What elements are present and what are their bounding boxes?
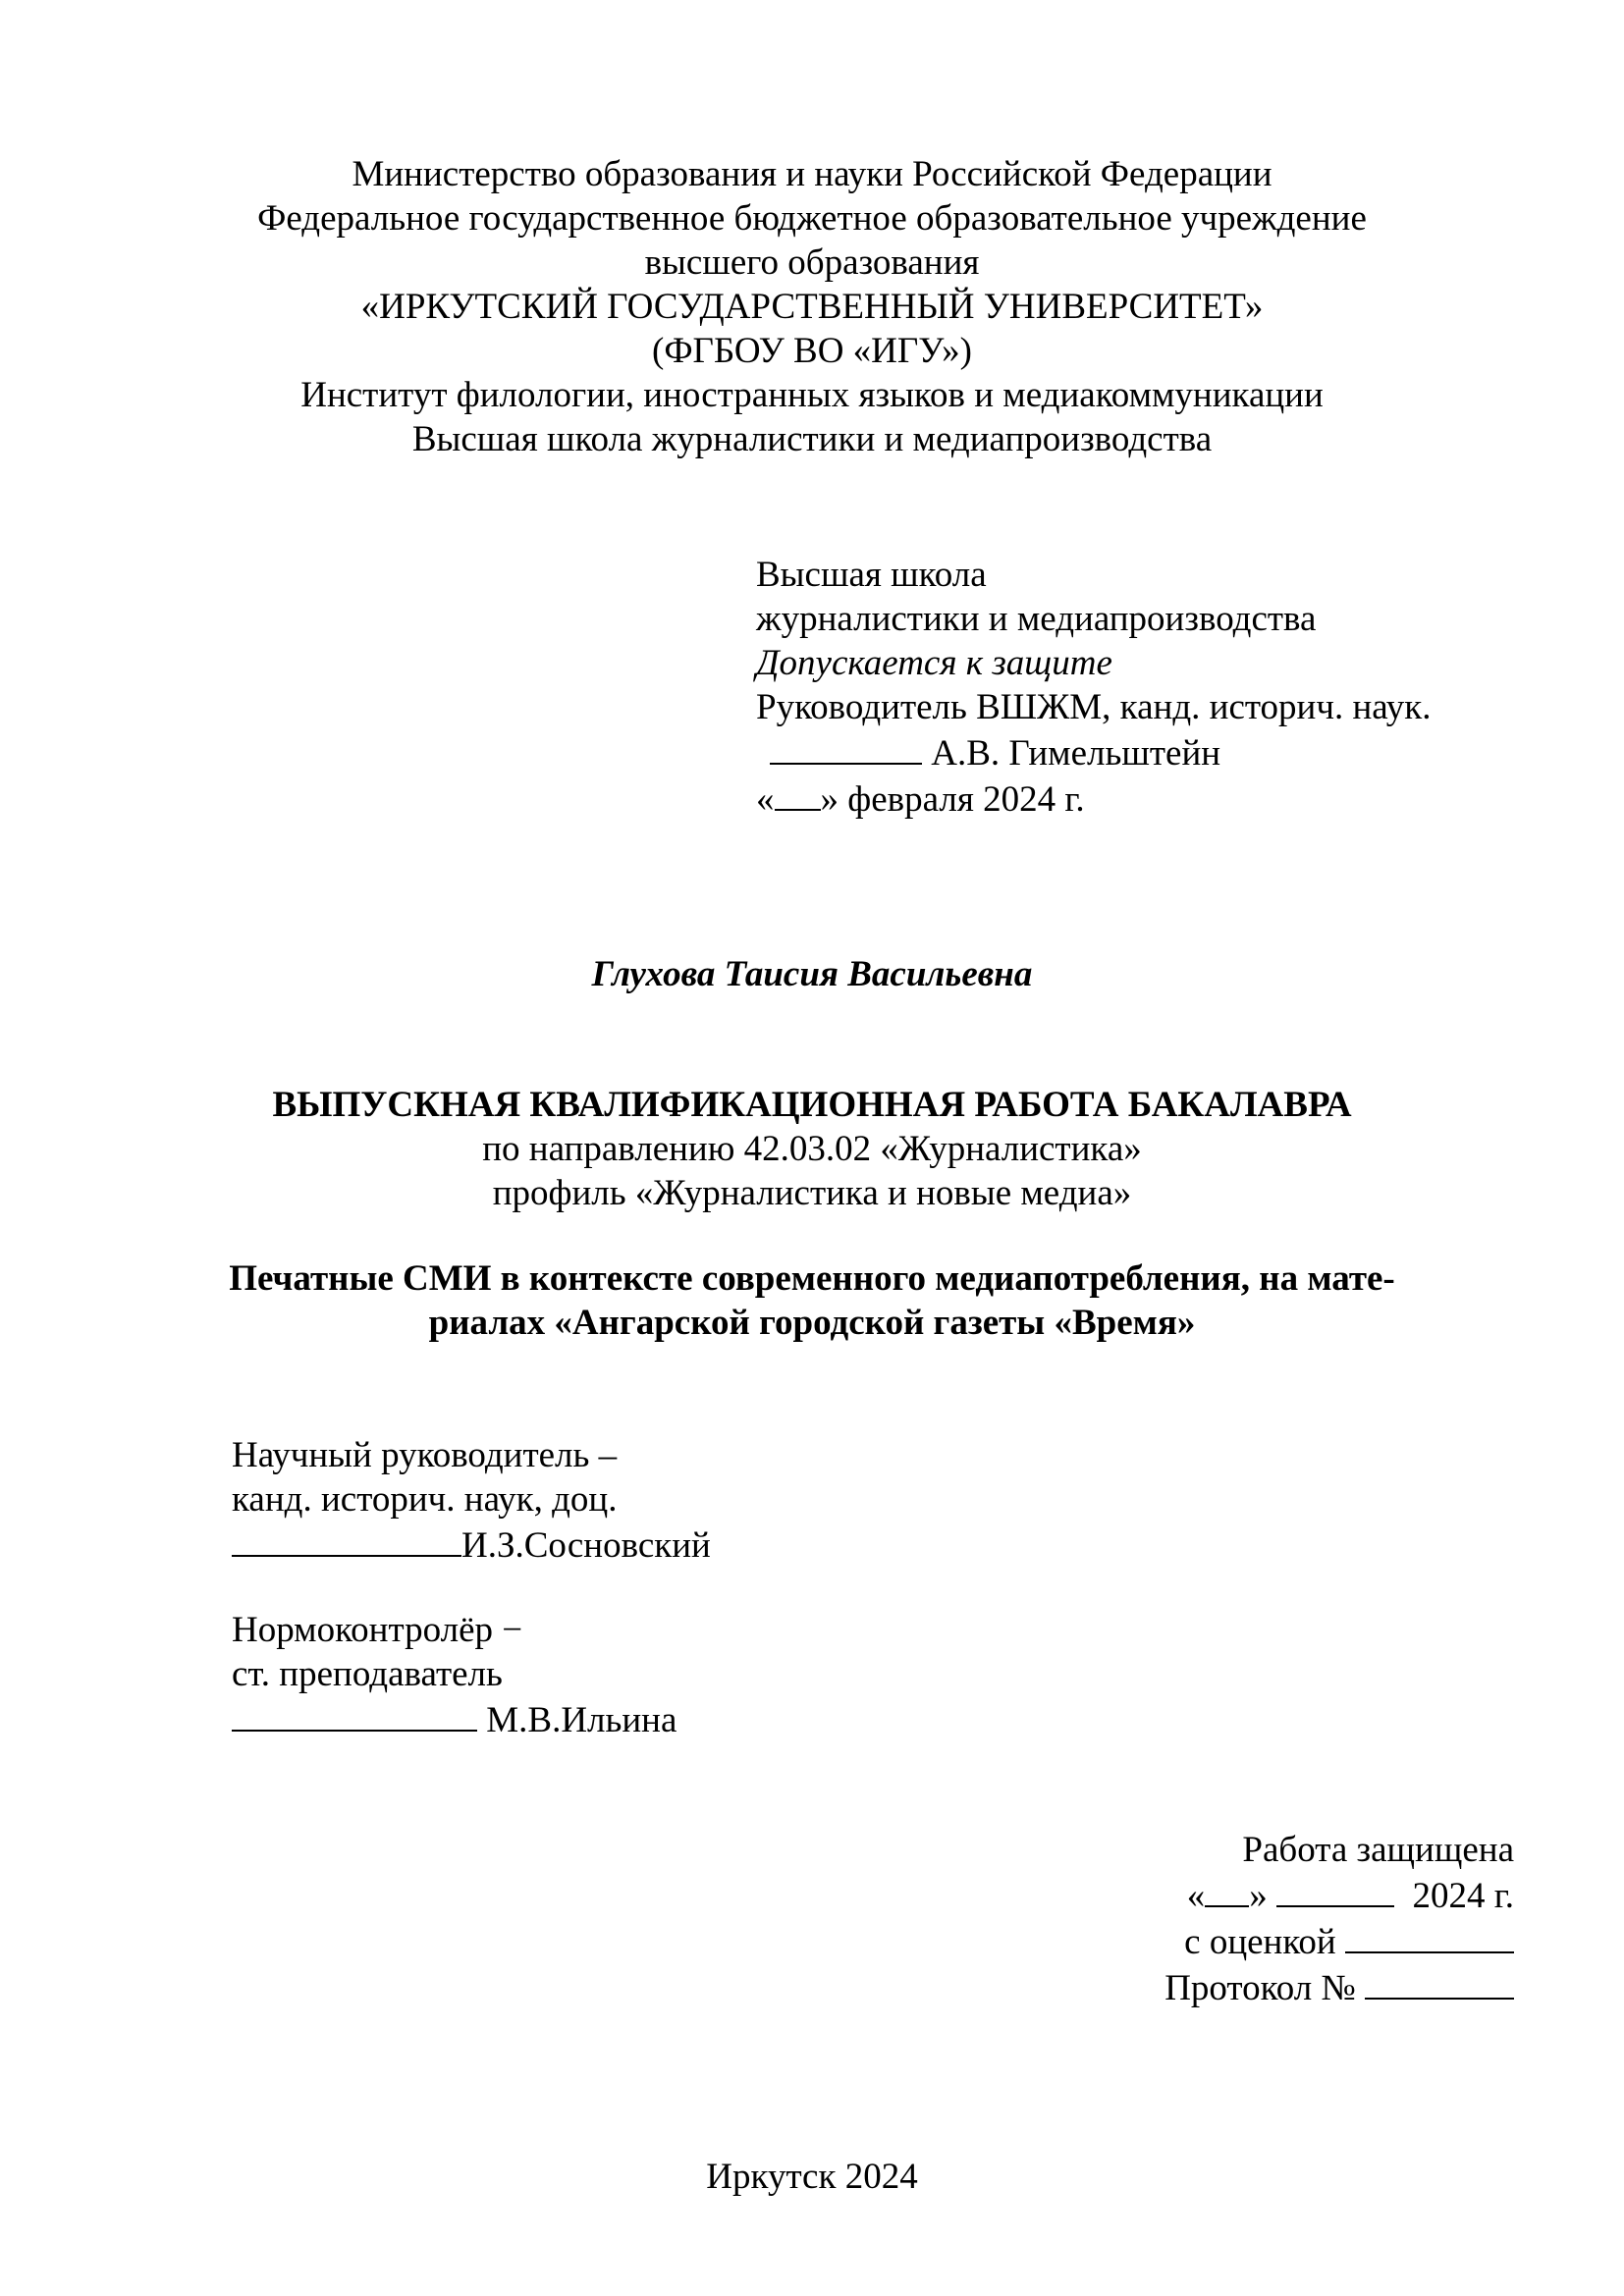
topic-line2: риалах «Ангарской городской газеты «Время» xyxy=(428,1303,1196,1343)
university-name-line: «ИРКУТСКИЙ ГОСУДАРСТВЕННЫЙ УНИВЕРСИТЕТ» xyxy=(360,287,1264,327)
institute-line: Институт филологии, иностранных языков и медиакоммуникации xyxy=(300,375,1324,415)
footer xyxy=(0,2155,1624,2199)
topic-line1: Печатные СМИ в контексте современного медиапотребления, на мате- xyxy=(229,1258,1395,1299)
date-close-quote: » xyxy=(1249,1876,1268,1916)
supervisor-name: И.З.Сосновский xyxy=(461,1525,711,1566)
supervisor-signature-line xyxy=(232,1522,711,1568)
day-blank xyxy=(775,775,821,811)
grade-blank xyxy=(1345,1918,1514,1953)
head-position-text: Руководитель ВШЖМ, канд. историч. наук. xyxy=(756,687,1432,727)
author-name: Глухова Таисия Васильевна xyxy=(591,954,1033,994)
protocol-label: Протокол № xyxy=(1164,1968,1356,2008)
work-profile: профиль «Журналистика и новые медиа» xyxy=(492,1173,1132,1213)
date-open-quote: « xyxy=(1186,1876,1206,1916)
ministry-line: Министерство образования и науки Российской Федерации xyxy=(352,154,1272,194)
signature-blank xyxy=(232,1696,477,1732)
defense-status: Работа защищена xyxy=(1242,1830,1514,1870)
education-level-line: высшего образования xyxy=(644,242,980,283)
date-month-year: » февраля 2024 г. xyxy=(820,779,1085,820)
normcontrol-signature-line xyxy=(232,1696,677,1742)
grade-line xyxy=(1080,1918,1514,1964)
institution-type-line: Федеральное государственное бюджетное образовательное учреждение xyxy=(257,198,1367,239)
defense-year: 2024 г. xyxy=(1412,1876,1514,1916)
date-open-quote: « xyxy=(756,779,775,820)
head-signature-line xyxy=(756,729,1432,775)
defense-date-line xyxy=(1080,1872,1514,1918)
approval-block xyxy=(756,553,1432,822)
thesis-topic xyxy=(0,1256,1624,1345)
defense-block xyxy=(1080,1828,1514,2010)
approval-date-line xyxy=(756,775,1432,822)
head-name: А.В. Гимельштейн xyxy=(931,733,1221,774)
work-direction: по направлению 42.03.02 «Журналистика» xyxy=(482,1129,1142,1169)
month-blank xyxy=(1276,1872,1394,1907)
work-type-block xyxy=(0,1083,1624,1215)
normcontrol-position: ст. преподаватель xyxy=(232,1654,503,1694)
university-abbr-line: (ФГБОУ ВО «ИГУ») xyxy=(652,331,972,371)
school-line: Высшая школа журналистики и медиапроизводства xyxy=(411,419,1213,459)
admit-to-defense-text: Допускается к защите xyxy=(756,643,1112,683)
city-year: Иркутск 2024 xyxy=(706,2157,918,2197)
supervisor-degree: канд. историч. наук, доц. xyxy=(232,1479,618,1520)
protocol-blank xyxy=(1365,1964,1514,2000)
normcontrol-role: Нормоконтролёр − xyxy=(232,1610,523,1650)
normcontrol-name: М.В.Ильина xyxy=(486,1700,677,1740)
protocol-line xyxy=(1080,1964,1514,2010)
grade-label: с оценкой xyxy=(1184,1922,1336,1962)
approval-school-line2: журналистики и медиапроизводства xyxy=(756,599,1317,639)
day-blank xyxy=(1205,1872,1249,1907)
institution-header xyxy=(0,152,1624,461)
author-block xyxy=(0,952,1624,996)
supervisor-role: Научный руководитель – xyxy=(232,1435,618,1475)
work-type-title: ВЫПУСКНАЯ КВАЛИФИКАЦИОННАЯ РАБОТА БАКАЛАВРА xyxy=(272,1085,1352,1125)
signature-blank xyxy=(232,1522,461,1557)
normcontrol-block xyxy=(232,1608,677,1742)
supervisor-block xyxy=(232,1433,711,1568)
signature-blank xyxy=(770,729,922,765)
approval-school-line1: Высшая школа xyxy=(756,555,987,595)
